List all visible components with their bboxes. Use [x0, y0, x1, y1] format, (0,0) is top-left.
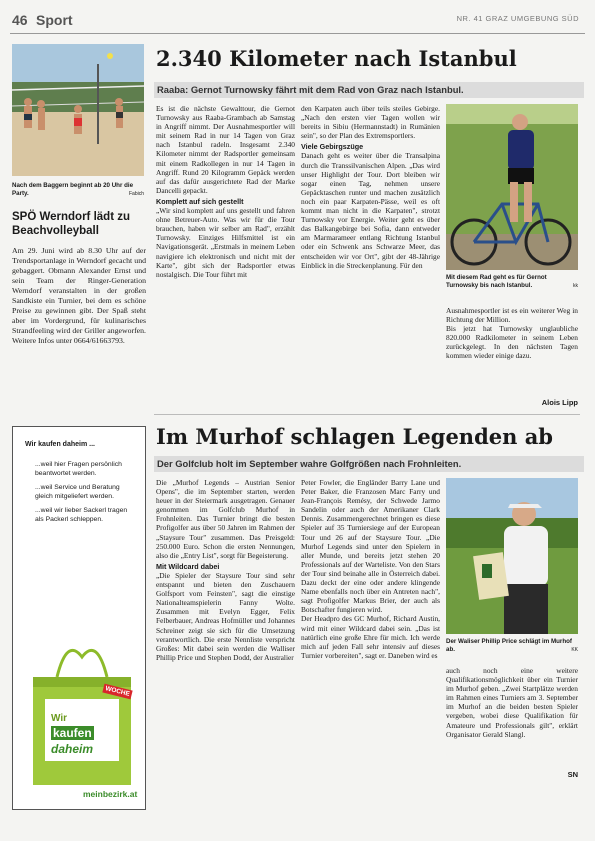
- golf-col1-paragraph-1: Die „Murhof Legends – Austrian Senior Opens", die im September starten, werden heuer in der Steiermark ausgetragen. Genauer genommen im Golfclub Murhof in Frohnleiten. Das Turnier bringt die besten Profigolfer aus über 50 Jahren im Rahmen der „Staysure Tour" zusammen. Das Preisgeld: 250.000 Euro. Schon die ersten Nennungen, also die „Entry List", sorgt für Begeisterung.: [156, 478, 295, 560]
- bag-line-1: Wir: [51, 713, 68, 724]
- golf-col2-paragraph-2: Der Headpro des GC Murhof, Richard Austin, wird mit einer Wildcard dabei sein. „Das ist natürlich eine große Ehre für mich. Ich werde mich auf jeden Fall sehr intensiv auf dieses Turnier vorbereiten", sagt er. Daneben wird es: [301, 614, 440, 660]
- header-rule: [10, 33, 585, 34]
- beach-caption-text: Nach dem Baggern beginnt ab 20 Uhr die Party.: [12, 182, 134, 197]
- ad-title: Wir kaufen daheim ...: [25, 441, 95, 448]
- golfer-photo-credit: KK: [571, 647, 578, 653]
- istanbul-col2-paragraph-1: den Karpaten auch über teils steiles Gebirge. „Nach den ersten vier Tagen wollen wir bereits in Sibiu (Hermannstadt) in Rumänien sein", so der Plan des Extremsportlers.: [301, 104, 440, 141]
- beach-photo-credit: Fabich: [128, 191, 144, 197]
- istanbul-col2-subhead: Viele Gebirgszüge: [301, 142, 364, 152]
- istanbul-col1-subhead: Komplett auf sich gestellt: [156, 196, 244, 206]
- golf-kicker: Der Golfclub holt im September wahre Golfgrößen nach Frohnleiten.: [154, 456, 584, 472]
- beach-body: Am 29. Juni wird ab 8.30 Uhr auf der Trendsportanlage in Werndorf gecacht und gebaggert. Obmann Alexander Ernst und sein Team der Ringer-Generation Werndorf veranstalten in der großen Sandkiste ein Turnier, bei dem es schöne Preise zu gewinnen gibt. Der Spaß steht aber im Vordergrund, für kulinarisches Strandfeeling wird der Griller angeworfen. Weitere Infos unter 0664/61663793.: [12, 246, 146, 345]
- beach-photo-caption: [12, 182, 144, 198]
- istanbul-col3-paragraph-2: Bis jetzt hat Turnowsky unglaubliche 820.000 Radkilometer in seinem Leben zurückgelegt. In den nächsten Tagen kommen wieder einige dazu.: [446, 324, 578, 361]
- article-separator: [154, 414, 580, 415]
- woche-tag: WOCHE: [102, 684, 132, 700]
- cyclist-photo: [446, 104, 578, 270]
- section-title: Sport: [36, 12, 73, 28]
- ad-item-2: ...weil Service und Beratung gleich mitgeliefert werden.: [35, 484, 120, 500]
- bag-line-2: kaufen: [53, 726, 92, 740]
- istanbul-col-2: [301, 104, 440, 270]
- istanbul-author: Alois Lipp: [541, 398, 578, 407]
- ad-item-3: ...weil wir lieber Sackerl tragen als Packerl schleppen.: [35, 507, 128, 523]
- istanbul-col-1: [156, 104, 295, 279]
- istanbul-col1-paragraph-2: „Wir sind komplett auf uns gestellt und fahren ohne Betreuer-Auto. Was wir für die Tour brauchen, haben wir selber am Rad", erzählt Turnowsky. Einziges Hilfsmittel ist ein Navigationsgerät. „Erstmals in meinem Leben navigiere ich elektronisch und nicht mit der Karte", gibt sich der Radsportler etwas nostalgisch. Die Tour führt mit: [156, 206, 295, 279]
- golf-author: SN: [567, 770, 578, 779]
- bag-line-3: daheim: [51, 742, 94, 756]
- edition-label: NR. 41 GRAZ UMGEBUNG SÜD: [456, 14, 579, 23]
- golf-col-2: [301, 478, 440, 660]
- golf-col2-paragraph-1: Peter Fowler, die Engländer Barry Lane und Peter Baker, die Franzosen Marc Farry und Jean-François Remésy, der Schwede Jarmo Sandelin oder auch der Amerikaner Clark Dennis. Zusammengerechnet bringen es diese Spieler auf 35 Turniersiege auf der European Tour und 26 auf der Staysure Tour. „Die Murhof Legends sind unter den Spielern in aller Munde, und bereits jetzt stehen 20 Professionals auf der Warteliste. Von den Stars der Tour sind beinahe alle in Österreich dabei. Dazu deckt der eine oder andere klingende Name ebenfalls noch über ein Antreten nach", sagt Profigolfer Markus Brier, der auch als Botschafter fungieren wird.: [301, 478, 440, 615]
- istanbul-col1-paragraph-1: Es ist die nächste Gewalttour, die Gernot Turnowsky aus Raaba-Grambach ab Samstag in Angriff nimmt. Der Ausnahmesportler will mit seinem Rad in nur 14 Tagen von Graz nach Istanbul radeln. Insgesamt 2.340 Kilometer nimmt der Radsportler gemeinsam mit einem Radkollegen in nur 14 Tagen in Angriff. Rund 20 Kilogramm Gepäck werden auf das dafür ausgerichtete Rad der Marke Dancelli gepackt.: [156, 104, 295, 195]
- golf-col-1: [156, 478, 295, 662]
- golf-col-3: [446, 666, 578, 739]
- page-number: 46: [12, 12, 28, 28]
- ad-box: [12, 426, 146, 810]
- ad-url[interactable]: meinbezirk.at: [83, 789, 138, 799]
- cyclist-caption-text: Mit diesem Rad geht es für Gernot Turnowsky bis nach Istanbul.: [446, 274, 547, 289]
- golfer-photo: [446, 478, 578, 634]
- golf-col1-paragraph-2: „Die Spieler der Staysure Tour sind sehr entspannt und bieten den Zuschauern Golfsport vom Feinsten", sagt die einstige Nationalteamspielerin Fanny Wolte. Zusammen mit Evelyn Egger, Felix Felberbauer, Andreas Hofmüller und Johannes Schreiner zeigt sie sich für die Umsetzung verantwortlich. Die erste Nennliste verspricht Großes: Mit dabei sein werden die Walliser Phillip Price und Stephen Dodd, der Australier: [156, 570, 295, 662]
- ad-list: [35, 455, 133, 524]
- golf-col3-paragraph-1: auch noch eine weitere Qualifikationsmöglichkeit über ein Turnier im Murhof geben. „Zwei Startplätze werden im Rahmen eines Turniers am 3. September im Murhof an die beiden besten Spieler vergeben, wobei diese Qualifikation für Amateure und Professionals gilt", erklärt Organisator Gerald Slangl.: [446, 666, 578, 739]
- bag-text: [51, 713, 121, 756]
- istanbul-col2-paragraph-2: Danach geht es weiter über die Transalpina durch die Transsilvanischen Alpen. „Das wird unser Highlight der Tour. Dort bleiben wir sogar einen Tag, nehmen unsere Gepäcktaschen runter und machen zusätzlich noch ein paar Karpaten-Pässe, weil es oft kommt man nicht in die Karpaten", strotzt Turnowsky vor Energie. Weiter geht es über das Balkangebirge bei Sofia, dann entweder am Marmarameer entlang Richtung Istanbul oder ein Schwenk ans Schwarze Meer, das entscheiden wir vor Ort", gibt der 48-Jährige Einblick in die Streckenplanung. Für den: [301, 151, 440, 270]
- golf-col1-subhead: Mit Wildcard dabei: [156, 561, 220, 571]
- istanbul-col-3: [446, 306, 578, 361]
- beach-headline: SPÖ Werndorf lädt zu Beachvolleyball: [12, 211, 130, 237]
- golfer-photo-caption: [446, 638, 578, 654]
- shopping-bag-icon: [27, 637, 137, 787]
- istanbul-headline: 2.340 Kilometer nach Istanbul: [156, 46, 517, 71]
- istanbul-kicker: Raaba: Gernot Turnowsky fährt mit dem Rad von Graz nach Istanbul.: [154, 82, 584, 98]
- ad-item-1: ...weil hier Fragen persönlich beantwortet werden.: [35, 461, 122, 477]
- beach-volleyball-photo: [12, 44, 144, 176]
- golf-headline: Im Murhof schlagen Legenden ab: [156, 424, 553, 449]
- cyclist-photo-credit: kk: [573, 283, 578, 289]
- cyclist-photo-caption: [446, 274, 578, 290]
- istanbul-col3-paragraph-1: Ausnahmesportler ist es ein weiterer Weg in Richtung der Million.: [446, 306, 578, 325]
- golfer-caption-text: Der Waliser Phillip Price schlägt im Murhof ab.: [446, 638, 572, 653]
